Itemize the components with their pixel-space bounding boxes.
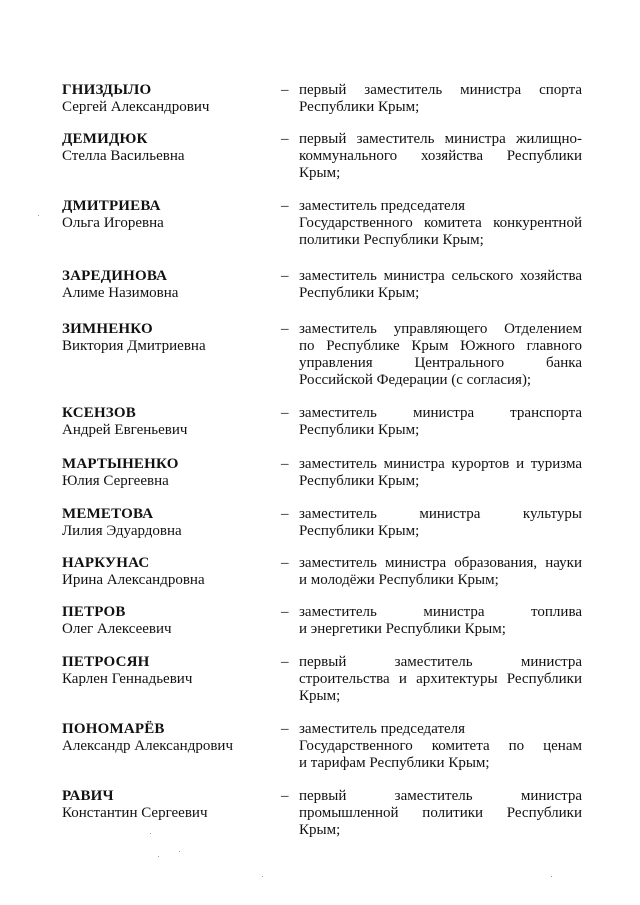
- position-description: [299, 456, 582, 490]
- surname: ЗАРЕДИНОВА: [62, 268, 168, 284]
- given-name: Александр Александрович: [62, 738, 233, 754]
- given-name: Карлен Геннадьевич: [62, 671, 193, 687]
- given-name: Сергей Александрович: [62, 99, 210, 115]
- dash: –: [281, 321, 289, 337]
- given-name: Алиме Назимовна: [62, 285, 179, 301]
- position-description: [299, 721, 582, 772]
- position-line: заместитель управляющего Отделением: [299, 321, 582, 337]
- position-line: заместитель министра курортов и туризма: [299, 456, 582, 472]
- dash: –: [281, 82, 289, 98]
- dash: –: [281, 654, 289, 670]
- person-name: [62, 654, 277, 688]
- dash: –: [281, 268, 289, 284]
- scan-speck: [551, 876, 552, 877]
- position-line: и энергетики Республики Крым;: [299, 621, 506, 637]
- given-name: Олег Алексеевич: [62, 621, 172, 637]
- position-description: [299, 506, 582, 540]
- position-line: первый заместитель министра спорта: [299, 82, 582, 98]
- given-name: Андрей Евгеньевич: [62, 422, 188, 438]
- position-line: Крым;: [299, 688, 341, 704]
- scan-speck: [38, 215, 39, 216]
- position-description: [299, 604, 582, 638]
- scan-speck: [179, 851, 180, 852]
- position-line: заместитель министра транспорта: [299, 405, 582, 421]
- position-line: заместитель председателя: [299, 198, 466, 214]
- dash: –: [281, 198, 289, 214]
- surname: МЕМЕТОВА: [62, 506, 154, 522]
- surname: ЗИМНЕНКО: [62, 321, 153, 337]
- position-description: [299, 788, 582, 839]
- given-name: Ольга Игоревна: [62, 215, 164, 231]
- person-name: [62, 321, 277, 355]
- surname: РАВИЧ: [62, 788, 114, 804]
- dash: –: [281, 721, 289, 737]
- person-name: [62, 456, 277, 490]
- position-line: заместитель министра образования, науки: [299, 555, 582, 571]
- given-name: Ирина Александровна: [62, 572, 205, 588]
- dash: –: [281, 506, 289, 522]
- position-line: строительства и архитектуры Республики: [299, 671, 582, 687]
- scan-speck: [150, 833, 151, 834]
- given-name: Стелла Васильевна: [62, 148, 185, 164]
- person-name: [62, 721, 277, 755]
- dash: –: [281, 788, 289, 804]
- surname: ДЕМИДЮК: [62, 131, 148, 147]
- position-line: и тарифам Республики Крым;: [299, 755, 490, 771]
- surname: ДМИТРИЕВА: [62, 198, 161, 214]
- person-name: [62, 555, 277, 589]
- person-name: [62, 131, 277, 165]
- position-line: управления Центрального банка: [299, 355, 582, 371]
- position-line: заместитель министра сельского хозяйства: [299, 268, 582, 284]
- surname: ПОНОМАРЁВ: [62, 721, 165, 737]
- position-line: первый заместитель министра: [299, 788, 582, 804]
- position-description: [299, 405, 582, 439]
- dash: –: [281, 555, 289, 571]
- surname: НАРКУНАС: [62, 555, 150, 571]
- position-description: [299, 654, 582, 705]
- scan-speck: [262, 876, 263, 877]
- surname: ПЕТРОВ: [62, 604, 126, 620]
- position-line: Республики Крым;: [299, 99, 420, 115]
- position-line: Российской Федерации (с согласия);: [299, 372, 532, 388]
- person-name: [62, 268, 277, 302]
- given-name: Юлия Сергеевна: [62, 473, 169, 489]
- position-line: первый заместитель министра жилищно-: [299, 131, 582, 147]
- position-line: Государственного комитета конкурентной: [299, 215, 582, 231]
- surname: КСЕНЗОВ: [62, 405, 136, 421]
- position-line: заместитель председателя: [299, 721, 466, 737]
- position-line: заместитель министра культуры: [299, 506, 582, 522]
- person-name: [62, 198, 277, 232]
- position-line: Республики Крым;: [299, 473, 420, 489]
- position-line: Республики Крым;: [299, 422, 420, 438]
- surname: ПЕТРОСЯН: [62, 654, 150, 670]
- position-line: политики Республики Крым;: [299, 232, 484, 248]
- position-line: Республики Крым;: [299, 285, 420, 301]
- given-name: Виктория Дмитриевна: [62, 338, 206, 354]
- person-name: [62, 405, 277, 439]
- dash: –: [281, 456, 289, 472]
- position-line: коммунального хозяйства Республики: [299, 148, 582, 164]
- position-line: промышленной политики Республики: [299, 805, 582, 821]
- position-description: [299, 131, 582, 182]
- person-name: [62, 788, 277, 822]
- person-name: [62, 506, 277, 540]
- person-name: [62, 82, 277, 116]
- given-name: Лилия Эдуардовна: [62, 523, 182, 539]
- surname: ГНИЗДЫЛО: [62, 82, 152, 98]
- position-line: и молодёжи Республики Крым;: [299, 572, 499, 588]
- position-description: [299, 82, 582, 116]
- surname: МАРТЫНЕНКО: [62, 456, 179, 472]
- scan-speck: [158, 856, 159, 857]
- position-description: [299, 268, 582, 302]
- position-line: первый заместитель министра: [299, 654, 582, 670]
- dash: –: [281, 405, 289, 421]
- position-line: заместитель министра топлива: [299, 604, 582, 620]
- position-description: [299, 198, 582, 249]
- position-line: Республики Крым;: [299, 523, 420, 539]
- position-description: [299, 321, 582, 389]
- given-name: Константин Сергеевич: [62, 805, 208, 821]
- position-line: Крым;: [299, 165, 341, 181]
- position-line: Крым;: [299, 822, 341, 838]
- dash: –: [281, 131, 289, 147]
- dash: –: [281, 604, 289, 620]
- position-description: [299, 555, 582, 589]
- position-line: по Республике Крым Южного главного: [299, 338, 582, 354]
- person-name: [62, 604, 277, 638]
- position-line: Государственного комитета по ценам: [299, 738, 582, 754]
